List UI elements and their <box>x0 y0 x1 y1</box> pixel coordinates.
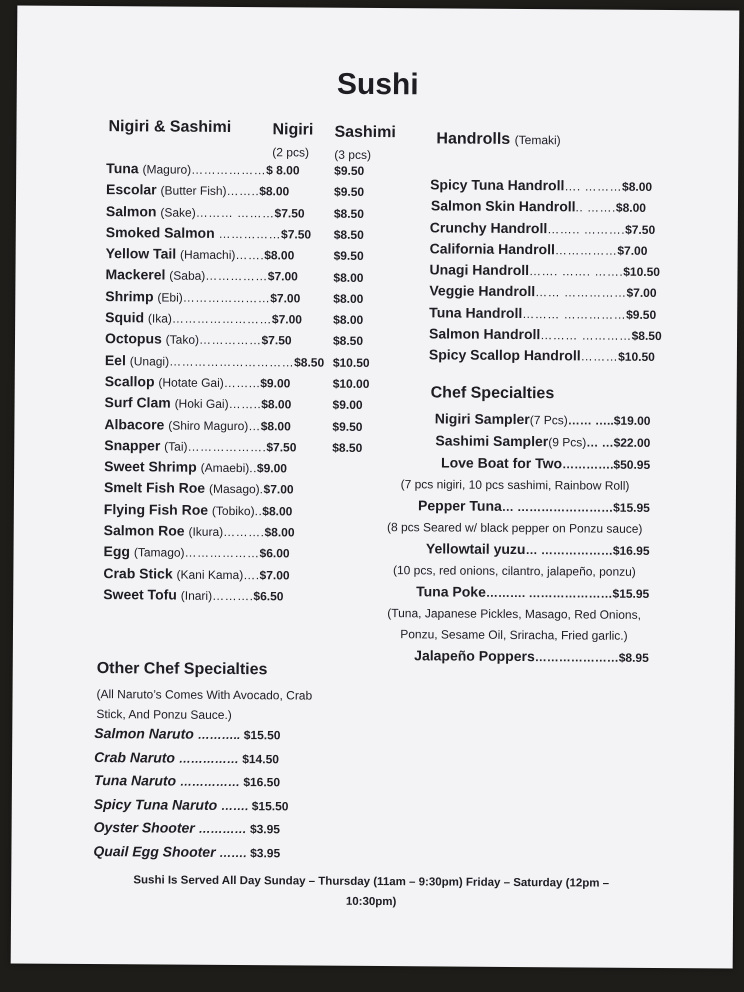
nigiri-price: $7.00 <box>267 269 298 284</box>
handroll-item <box>430 196 646 219</box>
item-name: Tuna Poke <box>416 583 486 600</box>
chef-specialties-heading: Chef Specialties <box>430 384 555 403</box>
leader-dots: …. <box>243 567 260 582</box>
item-name: Albacore <box>104 415 169 433</box>
nigiri-price: $6.00 <box>259 546 290 561</box>
item-name: Spicy Scallop Handroll <box>428 346 581 364</box>
leader-dots: …………. <box>562 457 614 472</box>
item-price: $8.00 <box>622 179 653 194</box>
leader-dots: …….. <box>226 184 260 199</box>
nigiri-price: $7.50 <box>266 440 297 455</box>
leader-dots: ………………… <box>534 650 619 665</box>
sashimi-price: $9.50 <box>334 163 365 178</box>
item-name: Surf Clam <box>104 394 175 411</box>
leader-dots: ……… …………… <box>522 306 627 322</box>
item-name: Tuna Handroll <box>429 304 523 321</box>
footer-hours: Sushi Is Served All Day Sunday – Thursday (11am – 9:30pm) Friday – Saturday (12pm – 10:30pm) <box>133 874 610 909</box>
item-name: Crunchy Handroll <box>429 218 548 236</box>
chef-special-item <box>380 408 650 432</box>
item-name: Eel <box>104 351 130 368</box>
item-name: Tuna <box>106 160 143 177</box>
item-name: Smelt Fish Roe <box>103 479 210 497</box>
item-price: $10.50 <box>618 350 655 365</box>
item-description: (Tuna, Japanese Pickles, Masago, Red Onions, Ponzu, Sesame Oil, Sriracha, Fried garlic.) <box>387 606 642 643</box>
item-name: Crab Naruto <box>94 748 179 766</box>
nigiri-price: $7.00 <box>263 482 294 497</box>
item-alt-name: (Tai) <box>164 439 188 454</box>
leader-dots: ……………… <box>191 162 267 178</box>
item-description: (10 pcs, red onions, cilantro, jalapeño, ponzu) <box>392 563 636 579</box>
item-alt-name: (Masago) <box>208 482 260 497</box>
leader-dots: … ……………… <box>525 543 613 558</box>
leader-dots: ………… <box>198 821 251 837</box>
item-name: Squid <box>105 309 149 326</box>
item-name: Salmon Handroll <box>429 325 541 343</box>
handroll-list <box>428 174 662 367</box>
item-price: $3.95 <box>250 845 281 860</box>
item-name: Yellowtail yuzu <box>425 540 526 558</box>
leader-dots: …… …………… <box>535 285 627 301</box>
other-specialties-note: (All Naruto’s Comes With Avocado, Crab Stick, And Ponzu Sauce.) <box>96 687 313 723</box>
item-name: Spicy Tuna Naruto <box>93 795 222 813</box>
nigiri-column-note: (2 pcs) <box>272 145 310 160</box>
leader-dots: …. ……… <box>564 179 623 194</box>
leader-dots: ……. <box>221 798 252 813</box>
leader-dots: ……………… <box>184 546 260 561</box>
item-name: Tuna Naruto <box>93 772 181 789</box>
item-name: Sweet Shrimp <box>104 458 201 475</box>
menu-page <box>11 5 740 968</box>
item-alt-name: (Tamago) <box>133 545 185 561</box>
nigiri-price: $8.00 <box>260 418 291 433</box>
nigiri-item <box>104 478 404 501</box>
item-name: Octopus <box>104 330 166 347</box>
leader-dots: …………… <box>198 333 262 348</box>
item-alt-name: (Inari) <box>180 588 213 603</box>
nigiri-item <box>103 584 403 607</box>
leader-dots: … <box>248 418 261 433</box>
item-name: Spicy Tuna Handroll <box>430 176 565 194</box>
item-price: $7.00 <box>626 286 657 301</box>
leader-dots: ……… ……… <box>195 205 275 220</box>
nigiri-price: $7.50 <box>274 205 305 221</box>
item-price: $3.95 <box>249 822 281 837</box>
handroll-item <box>429 281 657 304</box>
other-special-item <box>93 840 313 865</box>
chef-special-item <box>379 581 649 605</box>
leader-dots: …………… <box>554 243 618 258</box>
other-special-item <box>94 816 314 841</box>
item-name: Unagi Handroll <box>429 261 530 279</box>
leader-dots: …………… <box>179 774 244 790</box>
leader-dots: ……. <box>219 845 251 860</box>
item-name: Scallop <box>104 373 159 390</box>
item-name: Quail Egg Shooter <box>93 842 220 860</box>
leader-dots: …………………… <box>171 311 272 327</box>
leader-dots: ………………. <box>187 439 267 455</box>
leader-dots: ………. <box>223 524 265 540</box>
leader-dots: ……….. <box>197 727 244 743</box>
item-alt-name: (9 Pcs) <box>548 435 587 450</box>
sashimi-price: $8.50 <box>333 227 364 242</box>
leader-dots: …………… <box>178 751 243 766</box>
item-name: Sweet Tofu <box>103 586 181 603</box>
leader-dots: .. ……. <box>575 200 616 215</box>
nigiri-item <box>103 541 403 564</box>
sashimi-price: $8.00 <box>333 291 364 306</box>
other-special-item <box>94 793 314 818</box>
item-price: $15.95 <box>613 500 650 515</box>
nigiri-item <box>104 499 404 522</box>
item-name: Yellow Tail <box>105 245 181 262</box>
sashimi-price: $8.00 <box>333 270 364 285</box>
chef-special-item <box>380 452 650 476</box>
nigiri-price: $9.00 <box>256 461 288 476</box>
leader-dots: ……... <box>223 375 261 391</box>
handrolls-heading <box>436 130 560 149</box>
item-name: Salmon Roe <box>103 522 189 539</box>
item-name: Crab Stick <box>103 564 177 582</box>
sashimi-price: $9.50 <box>333 248 364 264</box>
item-alt-name: (Maguro) <box>142 162 192 177</box>
sashimi-column-heading: Sashimi <box>334 123 396 142</box>
sashimi-price: $8.00 <box>333 312 364 328</box>
sashimi-price: $10.50 <box>332 355 370 370</box>
handroll-item <box>429 217 656 240</box>
item-name: Oyster Shooter <box>93 819 199 836</box>
item-name: Sashimi Sampler <box>435 432 549 450</box>
item-price: $15.50 <box>251 798 289 813</box>
leader-dots: … … <box>586 435 614 450</box>
item-name: Egg <box>103 543 134 560</box>
item-price: $7.50 <box>625 222 656 237</box>
page-title: Sushi <box>336 67 419 102</box>
item-alt-name: (Ika) <box>147 311 173 326</box>
item-name: Salmon <box>105 202 161 220</box>
chef-special-item <box>379 645 649 669</box>
item-price: $50.95 <box>613 457 651 472</box>
item-name: Mackerel <box>105 266 170 284</box>
leader-dots: …… ….. <box>567 413 614 428</box>
leader-dots: .. <box>249 461 258 476</box>
item-price: $15.95 <box>612 586 650 601</box>
chef-special-item <box>380 430 650 454</box>
nigiri-price: $7.00 <box>270 291 301 306</box>
item-price: $10.50 <box>623 264 660 280</box>
handroll-item <box>429 302 657 325</box>
item-description: (8 pcs Seared w/ black pepper on Ponzu sauce) <box>386 520 643 536</box>
item-price: $19.00 <box>613 413 651 428</box>
handrolls-title: Handrolls <box>436 130 511 148</box>
nigiri-list <box>103 158 406 607</box>
nigiri-price: $7.00 <box>271 312 303 327</box>
item-name: Flying Fish Roe <box>103 500 213 518</box>
item-price: $7.00 <box>617 243 648 258</box>
nigiri-column-heading: Nigiri <box>272 121 314 139</box>
sashimi-price: $9.50 <box>332 419 363 434</box>
item-name: Pepper Tuna <box>418 497 502 514</box>
leader-dots: ……. <box>235 248 265 263</box>
item-price: $22.00 <box>613 435 651 450</box>
nigiri-item <box>104 520 404 543</box>
chef-special-item <box>379 538 649 562</box>
leader-dots: …………… <box>218 226 282 242</box>
item-name: California Handroll <box>429 240 555 258</box>
leader-dots: ……… ………… <box>540 328 632 343</box>
item-alt-name: (Unagi) <box>129 353 170 369</box>
nigiri-item <box>104 456 404 479</box>
leader-dots: ………. <box>212 588 254 604</box>
other-special-item <box>94 769 314 794</box>
other-specialties-list <box>93 722 314 865</box>
item-price: $8.95 <box>618 650 649 665</box>
nigiri-price: $8.00 <box>262 503 293 519</box>
item-alt-name: (Hamachi) <box>180 247 236 263</box>
item-alt-name: (7 Pcs) <box>529 413 568 428</box>
item-price: $8.50 <box>631 328 662 344</box>
nigiri-price: $7.50 <box>281 227 312 242</box>
nigiri-price: $8.50 <box>294 355 325 370</box>
nigiri-price: $8.00 <box>264 525 295 540</box>
other-specialties-heading: Other Chef Specialties <box>96 660 268 679</box>
nigiri-item <box>103 563 403 586</box>
other-special-item <box>94 722 314 747</box>
handroll-item <box>430 238 646 261</box>
leader-dots: … …………………… <box>501 499 614 515</box>
handroll-item <box>428 345 655 368</box>
item-alt-name: (Ikura) <box>188 524 224 539</box>
item-alt-name: (Butter Fish) <box>160 183 227 199</box>
sashimi-price: $9.50 <box>334 185 365 200</box>
sashimi-column-note: (3 pcs) <box>334 147 372 162</box>
nigiri-price: $9.00 <box>260 376 291 391</box>
item-price: $9.50 <box>626 307 657 322</box>
nigiri-price: $7.50 <box>261 333 292 348</box>
item-name: Salmon Naruto <box>94 725 198 742</box>
item-price: $14.50 <box>242 751 279 766</box>
nigiri-sashimi-heading: Nigiri & Sashimi <box>108 118 232 136</box>
leader-dots: ……… <box>580 349 619 365</box>
item-name: Salmon Skin Handroll <box>430 197 576 215</box>
leader-dots: ……. ……. ……. <box>529 264 624 279</box>
sashimi-price: $8.50 <box>332 334 364 349</box>
nigiri-price: $8.00 <box>259 184 290 199</box>
item-name: Veggie Handroll <box>429 282 536 300</box>
item-alt-name: (Amaebi) <box>200 460 250 476</box>
sashimi-price: $8.50 <box>332 440 363 455</box>
nigiri-price: $ 8.00 <box>266 163 300 178</box>
item-alt-name: (Hoki Gai) <box>174 396 229 412</box>
item-name: Jalapeño Poppers <box>414 647 535 665</box>
leader-dots: …………… <box>205 269 268 284</box>
item-name: Escolar <box>106 181 161 198</box>
sashimi-price: $8.50 <box>333 206 364 221</box>
chef-special-item <box>380 495 650 519</box>
item-alt-name: (Ebi) <box>157 290 183 305</box>
item-alt-name: (Sake) <box>160 205 196 220</box>
item-name: Nigiri Sampler <box>434 410 530 428</box>
item-name: Smoked Salmon <box>105 224 219 241</box>
leader-dots: …….. <box>228 397 262 412</box>
sashimi-price: $10.00 <box>332 376 370 391</box>
item-description: (7 pcs nigiri, 10 pcs sashimi, Rainbow Roll) <box>400 477 630 493</box>
nigiri-price: $7.00 <box>259 567 290 583</box>
item-price: $8.00 <box>615 200 647 216</box>
handroll-item <box>430 174 653 197</box>
leader-dots: .. <box>254 503 263 518</box>
nigiri-price: $8.00 <box>261 397 292 412</box>
handroll-item <box>429 260 660 283</box>
chef-specialties-list <box>379 408 651 669</box>
item-price: $16.95 <box>612 543 650 558</box>
item-alt-name: (Saba) <box>169 269 206 284</box>
item-name: Shrimp <box>105 287 158 305</box>
item-alt-name: (Hotate Gai) <box>158 375 224 390</box>
item-alt-name: (Shiro Maguro) <box>168 418 249 433</box>
other-special-item <box>94 746 314 771</box>
nigiri-price: $8.00 <box>264 248 295 263</box>
leader-dots: ………………… <box>182 290 271 306</box>
leader-dots: ………………………… <box>169 354 295 370</box>
leader-dots: ………. ………………… <box>485 585 613 601</box>
item-price: $16.50 <box>243 775 281 790</box>
sashimi-price: $9.00 <box>332 397 363 413</box>
item-alt-name: (Tobiko) <box>211 503 255 518</box>
item-alt-name: (Kani Kama) <box>176 567 244 582</box>
leader-dots: …….. ………. <box>547 221 626 237</box>
item-alt-name: (Tako) <box>165 332 200 348</box>
item-name: Love Boat for Two <box>440 454 563 472</box>
handroll-item <box>429 323 662 346</box>
item-name: Snapper <box>104 436 165 454</box>
handrolls-alt: (Temaki) <box>514 132 561 148</box>
leader-dots: . <box>259 482 264 497</box>
item-price: $15.50 <box>243 728 281 743</box>
nigiri-price: $6.50 <box>253 589 284 604</box>
